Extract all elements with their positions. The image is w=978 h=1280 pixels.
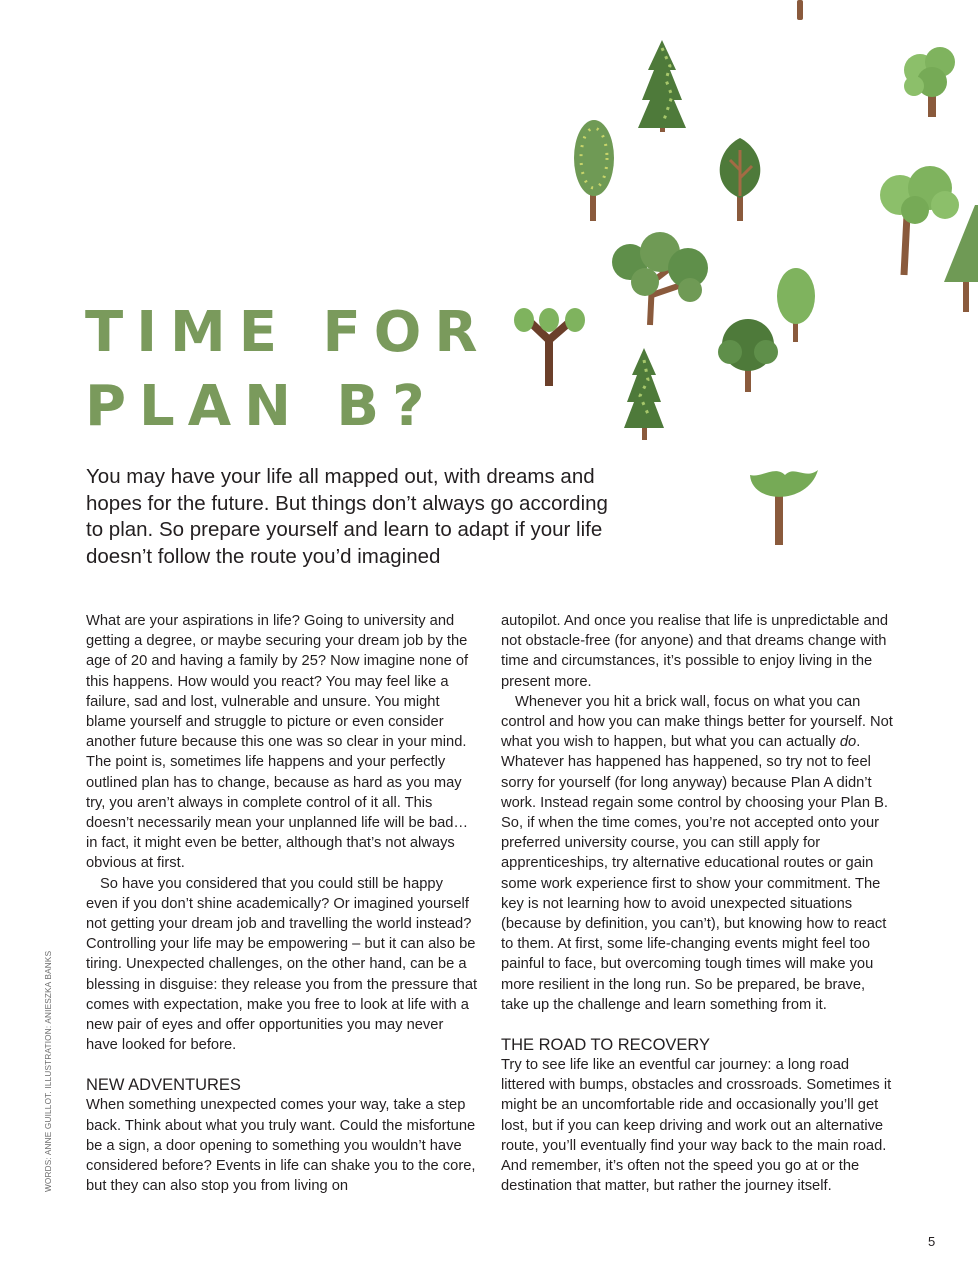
left-column xyxy=(86,611,478,1196)
left-paragraph-1: What are your aspirations in life? Going to university and getting a degree, or maybe securing your dream job by the age of 20 and having a family by 25? Now imagine none of this happens. How would you react? You may feel like a failure, sad and lost, vulnerable and unsure. You might blame yourself and struggle to picture or even consider another future because this one was so clear in your mind. The point is, sometimes life happens and your perfectly outlined plan has to change, because as hard as you may try, you aren’t always in complete control of it all. This doesn’t necessarily mean your unplanned life will be bad… in fact, it might even be better, although that’s not always obvious at first. xyxy=(86,613,469,872)
left-paragraph-3: When something unexpected comes your way, take a step back. Think about what you truly want. Could the misfortune be a sign, a door opening to something you wouldn’t have considered before? Events in life can shake you to the core, but they can also stop you from living on xyxy=(86,1097,476,1195)
tree-trunk-top-icon xyxy=(797,0,803,20)
emphasis-do: do xyxy=(839,734,857,751)
title-line-2: PLAN B? xyxy=(85,374,438,439)
forked-tree-icon xyxy=(514,308,585,386)
oval-tree-icon xyxy=(574,120,614,221)
leaf-tree-icon xyxy=(720,138,761,221)
lower-pine-tree-icon xyxy=(624,348,664,440)
page-number: 5 xyxy=(928,1234,936,1249)
bushy-tree-icon xyxy=(718,319,778,392)
spreading-tree-icon xyxy=(612,232,708,325)
edge-pine-tree-icon xyxy=(944,205,978,312)
fan-tree-icon xyxy=(750,470,818,545)
left-paragraph-2: So have you considered that you could still be happy even if you don’t shine academically? Or imagined yourself not getting your dream job and travelling the world instead? Controlling your life may be empowering – but it can also be tiring. Unexpected challenges, on the other hand, can be a blessing in disguise: they release you from the pressure that comes with expectation, make you free to look at life with a new pair of eyes and offer opportunities you may never have looked for before. xyxy=(86,875,478,1054)
broad-tree-icon xyxy=(880,166,959,275)
article-title xyxy=(85,296,491,444)
small-oval-tree-icon xyxy=(777,268,815,342)
right-paragraph-2-start: Whenever you hit a brick wall, focus on what you can control and how you can make things better for yourself. Not what you wish to happen, but what you can actually xyxy=(501,693,893,751)
right-column xyxy=(501,611,896,1196)
credit-line: WORDS: ANNE GUILLOT. ILLUSTRATION: ANIESZKA BANKS xyxy=(44,950,53,1192)
standfirst: You may have your life all mapped out, with dreams and hopes for the future. But things don’t always go according to plan. So prepare yourself and learn to adapt if your life doesn’t follow the route you’d imagined xyxy=(86,465,608,568)
round-tree-icon xyxy=(904,47,955,117)
right-paragraph-2 xyxy=(501,692,896,1015)
pine-tree-icon xyxy=(638,40,686,132)
section-heading-new-adventures: NEW ADVENTURES xyxy=(86,1076,241,1095)
title-line-1: TIME FOR xyxy=(85,300,491,365)
right-paragraph-2-end: . Whatever has happened has happened, so try not to feel sorry for yourself (for long anyway) because Plan A didn’t work. Instead regain some control by choosing your Plan B. So, if when the time comes, you’re not accepted onto your preferred university course, you can still apply for apprenticeships, try alternative educational routes or gain some work experience first to show your commitment. The key is not learning how to avoid unexpected situations (because by definition, you can’t), but knowing how to react to them. At first, some life-changing events might feel too painful to face, but overcoming tough times will make you more resilient in the long run. So be prepared, be brave, take up the challenge and learn something from it. xyxy=(501,734,888,1013)
section-heading-road-to-recovery: THE ROAD TO RECOVERY xyxy=(501,1036,711,1055)
right-paragraph-3: Try to see life like an eventful car journey: a long road littered with bumps, obstacles and crossroads. Sometimes it might be an uncomfortable ride and occasionally you’ll get lost, but if you can keep driving and work out an alternative route, you’ll eventually find your way back to the main road. And remember, it’s often not the speed you go at or the destination that matter, but rather the journey itself. xyxy=(501,1057,892,1195)
right-paragraph-1: autopilot. And once you realise that life is unpredictable and not obstacle-free (for anyone) and that dreams change with time and circumstances, it’s possible to enjoy living in the present more. xyxy=(501,613,889,690)
